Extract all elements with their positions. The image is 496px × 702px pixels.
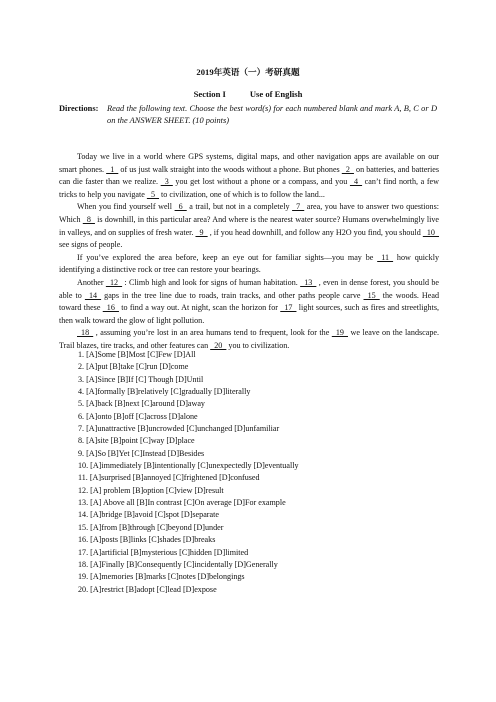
option-item: 20. [A]restrict [B]adopt [C]lead [D]expose (78, 584, 217, 594)
directions-label: Directions: (59, 104, 99, 113)
blank-number: 11 (377, 252, 394, 262)
directions (59, 103, 437, 127)
option-item: 6. [A]onto [B]off [C]across [D]alone (78, 411, 198, 421)
blank-number: 20 (210, 340, 227, 350)
option-item: 16. [A]posts [B]links [C]shades [D]breaks (78, 535, 216, 545)
option-item: 3. [A]Since [B]If [C] Though [D]Until (78, 374, 204, 384)
options-list (78, 349, 438, 596)
passage-text: on batteries, and batteries can die faster than we realize. (59, 164, 439, 187)
blank-number: 9 (195, 227, 208, 237)
passage-paragraph (59, 201, 439, 251)
passage-text: : Climb high and look for signs of human habitation. (122, 277, 301, 287)
passage (59, 151, 439, 353)
option-item: 8. [A]site [B]point [C]way [D]place (78, 436, 195, 446)
passage-text: Today we live in a world where GPS systems, digital maps, and other navigation apps are available on our smart phones. (59, 152, 439, 174)
passage-paragraph (59, 277, 439, 327)
option-item: 10. [A]immediately [B]intentionally [C]unexpectedly [D]eventually (78, 461, 299, 471)
passage-text: of us just walk straight into the woods without a phone. But phones (118, 164, 342, 174)
page-title: 2019年英语（一）考研真题 (196, 67, 300, 77)
passage-text: When you find yourself well (77, 202, 175, 212)
option-item: 17. [A]artificial [B]mysterious [C]hidden [D]limited (78, 547, 249, 557)
passage-text: can’t find north, a few tricks to help you navigate (59, 177, 439, 199)
passage-text: we leave on the landscape. Trail blazes, tire tracks, and other features can (59, 328, 439, 350)
blank-number: 13 (300, 277, 317, 287)
blank-number: 1 (106, 164, 119, 174)
option-item: 2. [A]put [B]take [C]run [D]come (78, 362, 189, 372)
passage-text: how quickly identifying a distinctive rock or tree can restore your bearings. (59, 252, 439, 275)
passage-text: , if you head downhill, and follow any H2O you find, you should (207, 227, 423, 237)
option-item: 11. [A]surprised [B]annoyed [C]frightened [D]confused (78, 473, 260, 483)
blank-number: 6 (174, 202, 187, 212)
passage-text: see signs of people. (59, 240, 123, 250)
option-item: 1. [A]Some [B]Most [C]Few [D]All (78, 350, 196, 359)
blank-number: 16 (102, 303, 119, 313)
passage-text: to find a way out. At night, scan the horizon for (118, 303, 281, 313)
blank-number: 10 (422, 227, 440, 237)
option-item: 14. [A]bridge [B]avoid [C]spot [D]separate (78, 510, 219, 520)
blank-number: 4 (349, 177, 363, 187)
passage-text: you get lost without a phone or a compass, and you (172, 177, 350, 187)
blank-number: 7 (292, 202, 305, 212)
blank-number: 14 (84, 290, 102, 300)
option-item: 7. [A]unattractive [B]uncrowded [C]unchanged [D]unfamiliar (78, 424, 280, 434)
passage-text: the woods. Head toward these (59, 290, 439, 313)
blank-number: 12 (105, 277, 123, 287)
passage-paragraph (59, 151, 439, 201)
option-item: 9. [A]So [B]Yet [C]Instead [D]Besides (78, 448, 205, 458)
passage-text: is downhill, in this particular area? And where is the nearest water source? Humans overwhelmingly live in valleys, and on supplies of fresh water. (59, 214, 439, 237)
passage-text: a trail, but not in a completely (186, 202, 293, 212)
passage-text: you to civilization. (226, 340, 290, 350)
option-item: 4. [A]formally [B]relatively [C]gradually [D]literally (78, 387, 251, 397)
passage-text: area, you have to answer two questions: Which (59, 202, 439, 224)
passage-text: , assuming you’re lost in an area humans tend to frequent, look for the (93, 328, 332, 338)
blank-number: 15 (363, 290, 380, 300)
option-item: 12. [A] problem [B]option [C]view [D]result (78, 485, 224, 495)
blank-number: 3 (160, 177, 173, 187)
option-item: 5. [A]back [B]next [C]around [D]away (78, 399, 205, 409)
blank-number: 17 (280, 303, 297, 313)
blank-number: 8 (82, 214, 95, 224)
passage-text: , even in dense forest, you should be able to (59, 277, 440, 300)
passage-text: Another (77, 277, 106, 287)
option-item: 19. [A]memories [B]marks [C]notes [D]belongings (78, 572, 245, 582)
directions-text: Read the following text. Choose the best word(s) for each numbered blank and mark A, B, C or D on the ANSWER SHEET. (10 points) (107, 104, 437, 125)
section-name: Use of English (249, 89, 303, 99)
blank-number: 19 (331, 328, 348, 338)
passage-text: gaps in the tree line due to roads, train tracks, and other paths people carve (101, 290, 364, 300)
passage-text: If you’ve explored the area before, keep an eye out for familiar sights—you may be (77, 252, 378, 262)
blank-number: 18 (77, 328, 94, 338)
section-heading (0, 89, 496, 99)
passage-text: light sources, such as fires and streetlights, then walk toward the glow of light pollution. (59, 303, 439, 325)
passage-text: to civilization, one of which is to follow the land... (159, 189, 325, 199)
blank-number: 5 (146, 189, 160, 199)
section-label: Section I (193, 89, 226, 99)
option-item: 13. [A] Above all [B]In contrast [C]On average [D]For example (78, 498, 286, 508)
passage-paragraph (59, 252, 439, 277)
option-item: 15. [A]from [B]through [C]beyond [D]under (78, 522, 224, 532)
option-item: 18. [A]Finally [B]Consequently [C]incidentally [D]Generally (78, 559, 278, 569)
blank-number: 2 (341, 164, 354, 174)
